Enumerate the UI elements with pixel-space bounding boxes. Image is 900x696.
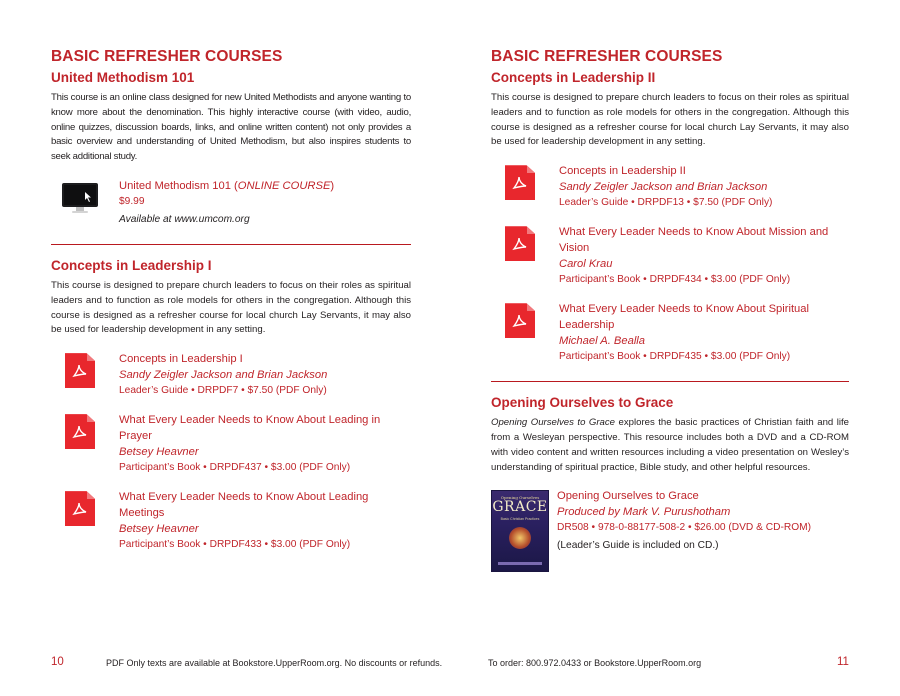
pdf-icon	[505, 226, 535, 261]
cross-emblem-icon	[509, 527, 531, 549]
course-description: This course is designed to prepare church leaders to focus on their roles as spiritual leaders and to function as role models for others in the congregation. Although this course is designed as a refresher course for local church Lay Servants, it may also be used for leadership development in any setting.	[51, 279, 411, 336]
product-author: Produced by Mark V. Purushotham	[557, 506, 731, 519]
product-author: Michael A. Bealla	[559, 335, 646, 348]
cover-bar	[498, 562, 542, 565]
pdf-icon	[65, 491, 95, 526]
product-details: Participant’s Book • DRPDF434 • $3.00 (PDF Only)	[559, 274, 791, 286]
page-number: 11	[837, 656, 849, 668]
product-item[interactable]	[491, 301, 849, 365]
product-item[interactable]	[51, 351, 411, 399]
product-item[interactable]	[51, 489, 411, 553]
pdf-icon	[505, 303, 535, 338]
product-item[interactable]	[51, 178, 411, 228]
product-title: What Every Leader Needs to Know About Mission and Vision	[559, 226, 829, 255]
product-title: What Every Leader Needs to Know About Leading in Prayer	[119, 414, 381, 443]
right-column	[491, 47, 849, 572]
course-title-opening-ourselves-to-grace: Opening Ourselves to Grace	[491, 395, 674, 411]
product-title: What Every Leader Needs to Know About Leading Meetings	[119, 491, 369, 520]
course-description: Opening Ourselves to Grace explores the basic practices of Christian faith and life from a Wesleyan perspective. This resource includes both a DVD and a CD-ROM with video content and written resources including a video presentation on Wesley’s understanding of spiritual practice, Bible study, and other helpful resources.	[491, 417, 849, 473]
product-price: $9.99	[119, 195, 145, 207]
section-divider	[491, 381, 849, 382]
product-author: Betsey Heavner	[119, 523, 199, 536]
course-title-united-methodism-101: United Methodism 101	[51, 70, 195, 85]
computer-monitor-icon	[61, 182, 99, 219]
pdf-icon	[505, 165, 535, 200]
product-title: Opening Ourselves to Grace	[557, 490, 699, 503]
product-title: Concepts in Leadership I	[119, 353, 243, 366]
product-item[interactable]	[491, 163, 849, 211]
product-author: Sandy Zeigler Jackson and Brian Jackson	[559, 181, 768, 194]
product-title: What Every Leader Needs to Know About Spiritual Leadership	[559, 303, 809, 332]
pdf-icon	[65, 353, 95, 388]
product-item[interactable]	[491, 488, 849, 572]
product-title: Concepts in Leadership II	[559, 165, 686, 178]
left-column	[51, 47, 411, 553]
product-author: Carol Krau	[559, 258, 613, 271]
product-author: Sandy Zeigler Jackson and Brian Jackson	[119, 369, 328, 382]
course-title-concepts-leadership-1: Concepts in Leadership I	[51, 257, 212, 273]
book-cover-icon	[491, 490, 549, 572]
availability-note: Available at www.umcom.org	[119, 213, 250, 225]
product-details: Participant’s Book • DRPDF433 • $3.00 (PDF Only)	[119, 539, 351, 551]
course-description: This course is an online class designed for new United Methodists and anyone wanting to know more about the denomination. This highly interactive course (with video, audio, online quizzes, discussion boards, links, and online written content) not only provides a basic overview and understanding of United Methodism, but also inspires students to seek additional study.	[51, 92, 411, 163]
book-cover-subtitle: Basic Christian Practices	[500, 517, 540, 522]
product-details: Participant’s Book • DRPDF435 • $3.00 (PDF Only)	[559, 351, 791, 363]
product-item[interactable]	[51, 412, 411, 476]
page-footer: PDF Only texts are available at Bookstore.UpperRoom.org. No discounts or refunds.	[106, 658, 443, 668]
series-title: BASIC REFRESHER COURSES	[491, 48, 723, 65]
product-item[interactable]	[491, 224, 849, 288]
product-details: Participant’s Book • DRPDF437 • $3.00 (PDF Only)	[119, 462, 351, 474]
product-details: DR508 • 978-0-88177-508-2 • $26.00 (DVD & CD-ROM)	[557, 522, 812, 534]
pdf-icon	[65, 414, 95, 449]
page-number: 10	[51, 656, 64, 668]
product-details: Leader’s Guide • DRPDF13 • $7.50 (PDF Only)	[559, 197, 773, 209]
product-details: Leader’s Guide • DRPDF7 • $7.50 (PDF Only)	[119, 385, 327, 397]
course-description: This course is designed to prepare church leaders to focus on their roles as spiritual leaders and to function as role models for others in the congregation. Although this course is designed as a refresher course for local church Lay Servants, it may also be used for leadership development in any setting.	[491, 92, 849, 148]
page-footer: To order: 800.972.0433 or Bookstore.UpperRoom.org	[488, 658, 702, 668]
book-cover-title: GRACE	[492, 499, 548, 516]
right-page	[450, 0, 900, 696]
product-note: (Leader’s Guide is included on CD.)	[557, 540, 719, 552]
course-title-concepts-leadership-2: Concepts in Leadership II	[491, 70, 656, 85]
product-title: United Methodism 101 (ONLINE COURSE)	[119, 179, 335, 192]
series-title: BASIC REFRESHER COURSES	[51, 48, 283, 65]
product-author: Betsey Heavner	[119, 446, 199, 459]
section-divider	[51, 244, 411, 245]
book-cover-top-text: Opening Ourselves	[500, 495, 540, 501]
